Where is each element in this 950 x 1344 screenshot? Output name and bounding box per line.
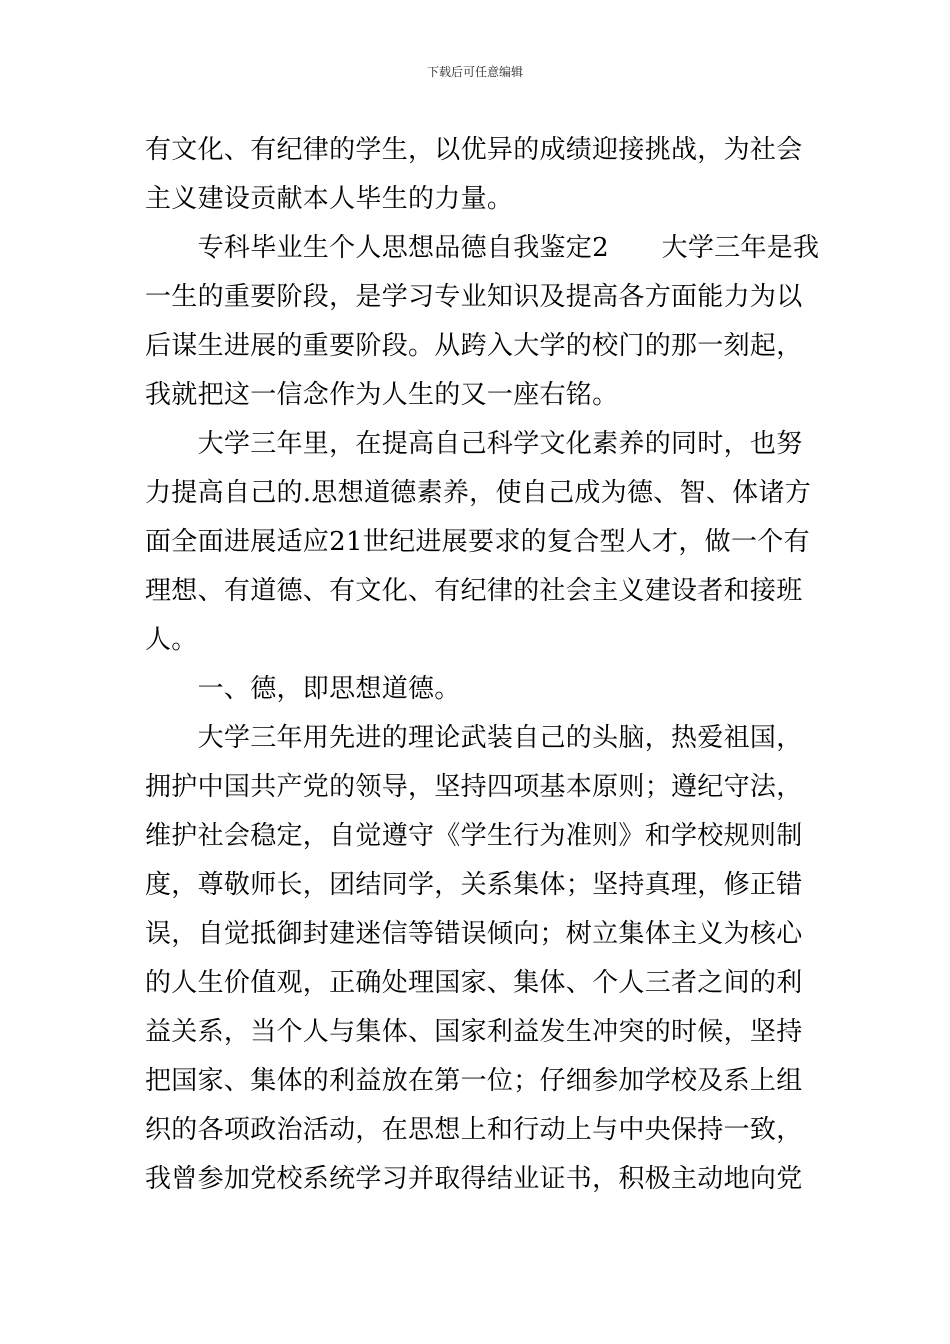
text-line: 大学三年用先进的理论武装自己的头脑，热爱祖国， [145,723,803,753]
page-header: 下载后可任意编辑 [426,65,523,79]
text-line: 我就把这一信念作为人生的又一座右铭。 [145,380,619,410]
text-line: 误，自觉抵御封建迷信等错误倾向；树立集体主义为核心 [145,919,803,949]
text-line: 人。 [145,625,198,655]
document-body [145,126,820,1204]
text-line: 一、德，即思想道德。 [145,674,461,704]
text-line: 拥护中国共产党的领导，坚持四项基本原则；遵纪守法， [145,772,803,802]
text-line: 面全面进展适应21世纪进展要求的复合型人才，做一个有 [145,527,810,557]
text-line: 专科毕业生个人思想品德自我鉴定2 大学三年是我 [145,233,820,263]
text-line: 主义建设贡献本人毕生的力量。 [145,184,514,214]
text-line: 理想、有道德、有文化、有纪律的社会主义建设者和接班 [145,576,803,606]
text-line: 织的各项政治活动，在思想上和行动上与中央保持一致， [145,1115,803,1145]
text-line: 力提高自己的.思想道德素养，使自己成为德、智、体诸方 [145,478,812,508]
text-line: 一生的重要阶段，是学习专业知识及提高各方面能力为以 [145,282,803,312]
text-line: 后谋生进展的重要阶段。从跨入大学的校门的那一刻起， [145,331,803,361]
text-line: 我曾参加党校系统学习并取得结业证书，积极主动地向党 [145,1164,803,1194]
text-line: 维护社会稳定，自觉遵守《学生行为准则》和学校规则制 [145,821,803,851]
text-line: 有文化、有纪律的学生，以优异的成绩迎接挑战，为社会 [145,135,803,165]
text-line: 把国家、集体的利益放在第一位；仔细参加学校及系上组 [145,1066,803,1096]
text-line: 度，尊敬师长，团结同学，关系集体；坚持真理，修正错 [145,870,803,900]
text-line: 的人生价值观，正确处理国家、集体、个人三者之间的利 [145,968,803,998]
text-line: 益关系，当个人与集体、国家利益发生冲突的时候，坚持 [145,1017,803,1047]
text-line: 大学三年里，在提高自己科学文化素养的同时，也努 [145,429,803,459]
